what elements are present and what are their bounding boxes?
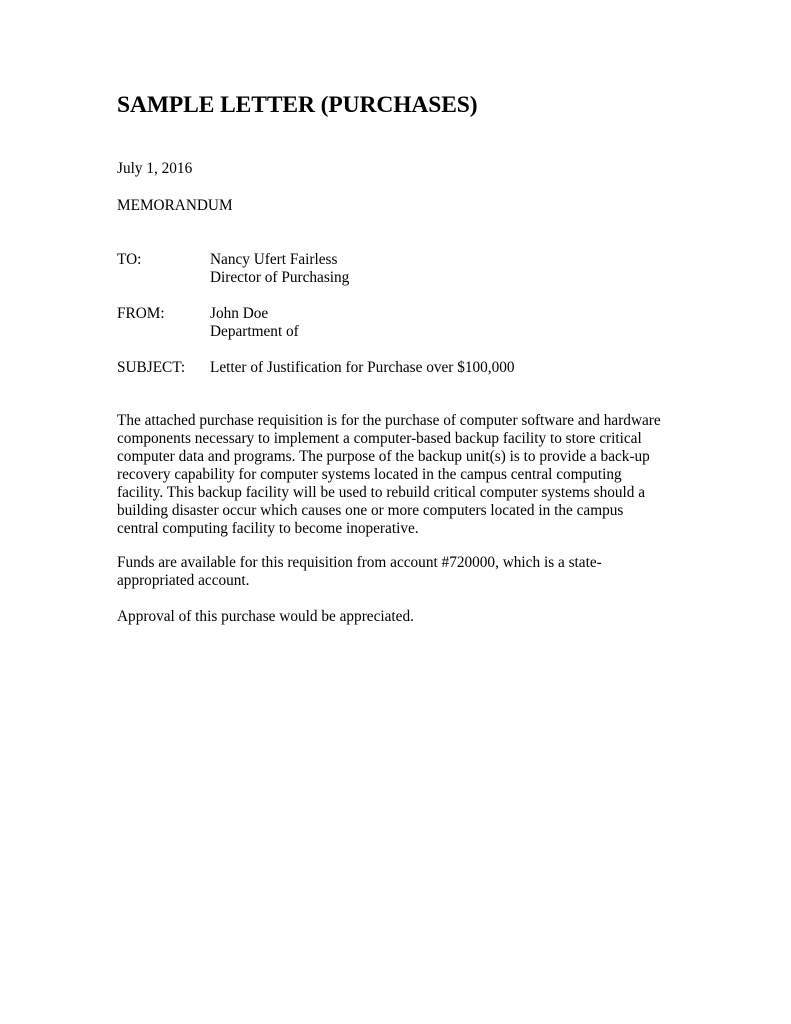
paragraph-line: appropriated account. bbox=[117, 572, 250, 589]
memo-type: MEMORANDUM bbox=[117, 197, 233, 214]
paragraph-line: building disaster occur which causes one or more computers located in the campus bbox=[117, 502, 624, 519]
from-name: John Doe bbox=[210, 305, 269, 322]
paragraph-line: Funds are available for this requisition from account #720000, which is a state- bbox=[117, 554, 602, 571]
to-label: TO: bbox=[117, 251, 142, 268]
from-department: Department of bbox=[210, 323, 299, 340]
body-paragraph-1 bbox=[117, 412, 673, 538]
memo-date: July 1, 2016 bbox=[117, 160, 193, 177]
subject-text: Letter of Justification for Purchase over $100,000 bbox=[210, 359, 515, 376]
body-paragraph-3 bbox=[117, 608, 673, 626]
paragraph-line: Approval of this purchase would be appreciated. bbox=[117, 608, 414, 625]
paragraph-line: central computing facility to become inoperative. bbox=[117, 520, 419, 537]
paragraph-line: recovery capability for computer systems located in the campus central computing bbox=[117, 466, 622, 483]
paragraph-line: facility. This backup facility will be used to rebuild critical computer systems should a bbox=[117, 484, 646, 501]
paragraph-line: components necessary to implement a computer-based backup facility to store critical bbox=[117, 430, 642, 447]
from-label: FROM: bbox=[117, 305, 165, 322]
to-position: Director of Purchasing bbox=[210, 269, 350, 286]
subject-label: SUBJECT: bbox=[117, 359, 186, 376]
document-title: SAMPLE LETTER (PURCHASES) bbox=[117, 92, 478, 118]
body-paragraph-2 bbox=[117, 554, 673, 590]
paragraph-line: The attached purchase requisition is for the purchase of computer software and hardware bbox=[117, 412, 661, 429]
paragraph-line: computer data and programs. The purpose of the backup unit(s) is to provide a back-up bbox=[117, 448, 650, 465]
to-name: Nancy Ufert Fairless bbox=[210, 251, 338, 268]
